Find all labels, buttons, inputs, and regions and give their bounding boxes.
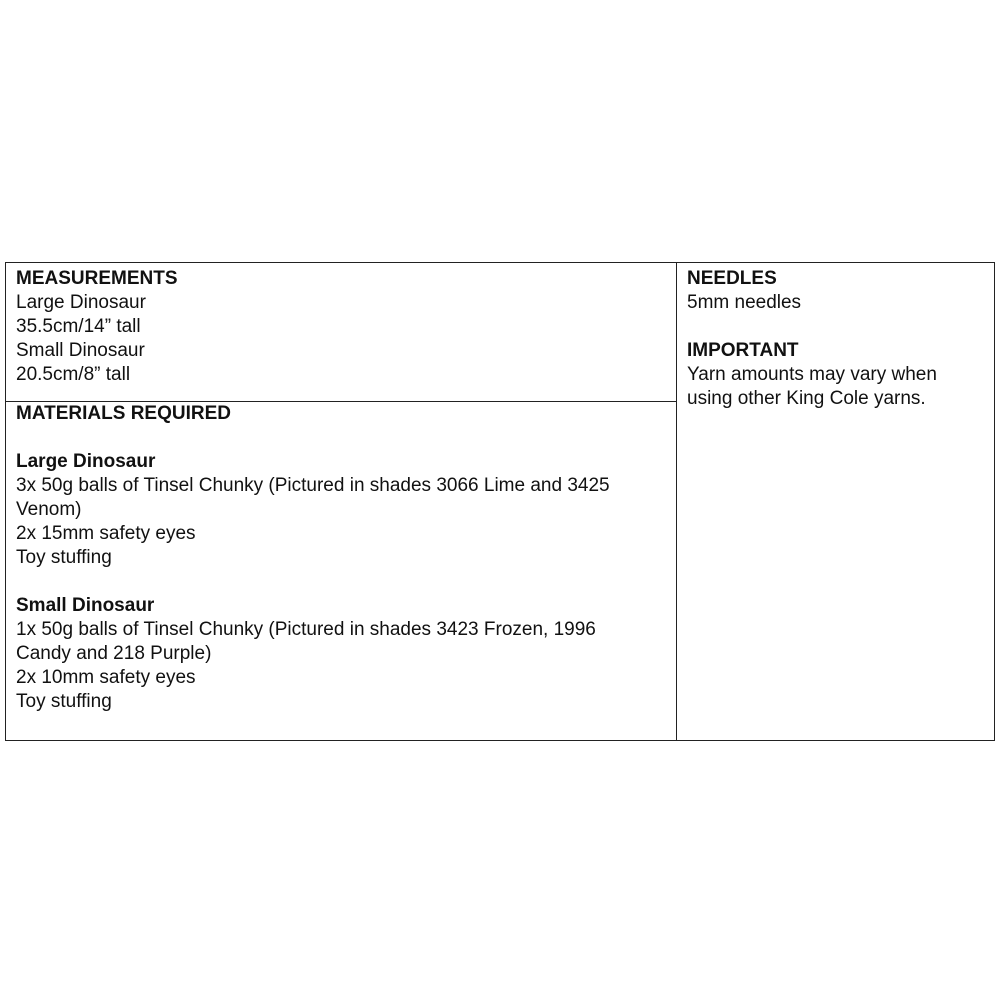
materials-heading: MATERIALS REQUIRED [16, 403, 231, 424]
small-dinosaur-stuffing: Toy stuffing [16, 691, 112, 712]
important-text: Yarn amounts may vary when using other King Cole yarns. [687, 364, 937, 409]
spacer [16, 426, 676, 450]
needles-value: 5mm needles [687, 292, 802, 313]
small-dinosaur-label: Small Dinosaur [16, 340, 145, 361]
large-dinosaur-label: Large Dinosaur [16, 292, 146, 313]
needles-heading: NEEDLES [687, 268, 777, 289]
materials-section [6, 402, 676, 714]
left-column [6, 263, 677, 740]
large-dinosaur-eyes: 2x 15mm safety eyes [16, 523, 196, 544]
important-heading: IMPORTANT [687, 340, 799, 361]
large-dinosaur-stuffing: Toy stuffing [16, 547, 112, 568]
pattern-info-table [5, 262, 995, 741]
measurements-section [6, 263, 676, 402]
right-column [677, 263, 994, 740]
measurements-heading: MEASUREMENTS [16, 268, 178, 289]
spacer [16, 570, 676, 594]
spacer [687, 315, 994, 339]
large-dinosaur-yarn: 3x 50g balls of Tinsel Chunky (Pictured in shades 3066 Lime and 3425 Venom) [16, 475, 610, 520]
large-dinosaur-materials-title: Large Dinosaur [16, 451, 156, 472]
large-dinosaur-size: 35.5cm/14” tall [16, 316, 141, 337]
small-dinosaur-eyes: 2x 10mm safety eyes [16, 667, 196, 688]
small-dinosaur-yarn: 1x 50g balls of Tinsel Chunky (Pictured in shades 3423 Frozen, 1996 Candy and 218 Purple) [16, 619, 596, 664]
small-dinosaur-materials-title: Small Dinosaur [16, 595, 155, 616]
small-dinosaur-size: 20.5cm/8” tall [16, 364, 131, 385]
